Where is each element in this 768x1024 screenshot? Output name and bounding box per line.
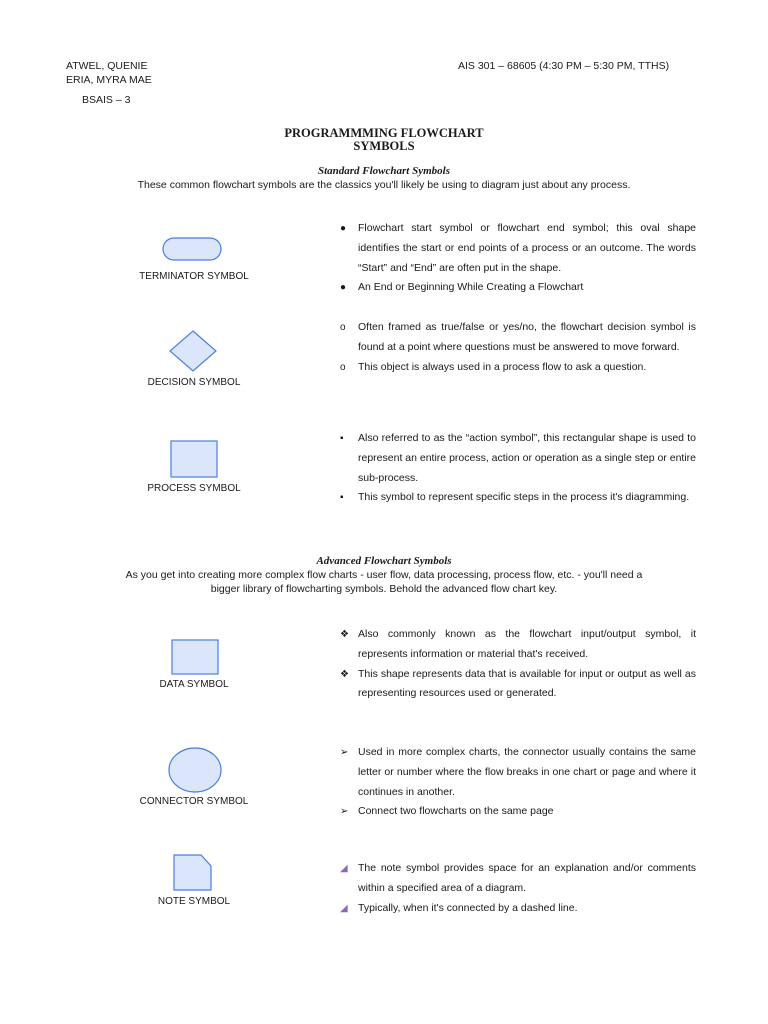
decision-symbol-label: DECISION SYMBOL <box>147 377 241 388</box>
advanced-section-heading: Advanced Flowchart Symbols <box>316 555 452 567</box>
note-symbol-label: NOTE SYMBOL <box>157 896 231 907</box>
advanced-section-intro-line-1: As you get into creating more complex flow charts - user flow, data processing, process flow, etc. - you'll need a <box>125 569 643 581</box>
list-item: o This object is always used in a process flow to ask a question. <box>340 358 696 378</box>
list-item: ● An End or Beginning While Creating a Flowchart <box>340 278 696 298</box>
connector-symbol-label: CONNECTOR SYMBOL <box>139 796 249 807</box>
list-item: ▪ This symbol to represent specific steps in the process it's diagramming. <box>340 488 696 508</box>
bullet-dot-icon: ● <box>340 282 347 294</box>
bullet-arrow-icon: ➢ <box>340 806 349 818</box>
bullet-circle-icon: o <box>340 322 346 333</box>
list-item: ▪ Also referred to as the “action symbol”, this rectangular shape is used to represent an entire process, action or operation as a single step or entire sub-process. <box>340 429 696 488</box>
connector-shape <box>166 745 224 795</box>
bullet-triangle-icon: ◢ <box>340 902 348 914</box>
terminator-shape <box>160 236 226 264</box>
subject-schedule: AIS 301 – 68605 (4:30 PM – 5:30 PM, TTHS) <box>458 60 670 72</box>
page-title-line-2: SYMBOLS <box>353 139 415 153</box>
standard-section-heading: Standard Flowchart Symbols <box>317 165 451 177</box>
bullet-dot-icon: ● <box>340 223 347 234</box>
list-item: o Often framed as true/false or yes/no, the flowchart decision symbol is found at a point where questions must be answered to move forward. <box>340 318 696 358</box>
student-name-2: ERIA, MYRA MAE <box>66 74 152 86</box>
list-item: ❖ Also commonly known as the flowchart input/output symbol, it represents information or material that's received. <box>340 625 696 665</box>
bullet-arrow-icon: ➢ <box>340 747 349 758</box>
bullet-triangle-icon: ◢ <box>340 863 348 874</box>
student-name-1: ATWEL, QUENIE <box>66 60 148 72</box>
advanced-section-intro-line-2: bigger library of flowcharting symbols. Behold the advanced flow chart key. <box>210 583 558 595</box>
decision-shape <box>166 328 220 374</box>
decision-description <box>340 318 696 377</box>
terminator-description <box>340 219 696 298</box>
note-shape <box>171 852 215 894</box>
bullet-diamond-icon: ❖ <box>340 668 349 680</box>
list-item: ◢ The note symbol provides space for an explanation and/or comments within a specified area of a diagram. <box>340 859 696 899</box>
process-description <box>340 429 696 508</box>
bullet-square-icon: ▪ <box>340 492 344 504</box>
process-shape <box>168 438 220 480</box>
standard-section-intro: These common flowchart symbols are the classics you'll likely be using to diagram just about any process. <box>137 179 631 191</box>
list-item: ❖ This shape represents data that is available for input or output as well as representing resources used or generated. <box>340 665 696 705</box>
list-item: ➢ Connect two flowcharts on the same page <box>340 802 696 822</box>
data-description <box>340 625 696 704</box>
data-symbol-label: DATA SYMBOL <box>159 679 229 690</box>
page-title-line-1: PROGRAMMMING FLOWCHART <box>284 126 484 140</box>
process-symbol-label: PROCESS SYMBOL <box>147 483 241 494</box>
connector-description <box>340 743 696 822</box>
course-section: BSAIS – 3 <box>82 94 131 106</box>
list-item: ● Flowchart start symbol or flowchart end symbol; this oval shape identifies the start or end points of a process or an outcome. The words “Start” and “End” are often put in the shape. <box>340 219 696 278</box>
list-item: ◢ Typically, when it's connected by a dashed line. <box>340 899 696 919</box>
bullet-circle-icon: o <box>340 361 346 373</box>
terminator-symbol-label: TERMINATOR SYMBOL <box>139 271 249 282</box>
data-shape <box>169 637 221 677</box>
note-description <box>340 859 696 918</box>
list-item: ➢ Used in more complex charts, the connector usually contains the same letter or number where the flow breaks in one chart or page and where it continues in another. <box>340 743 696 802</box>
bullet-diamond-icon: ❖ <box>340 629 349 640</box>
bullet-square-icon: ▪ <box>340 433 344 444</box>
